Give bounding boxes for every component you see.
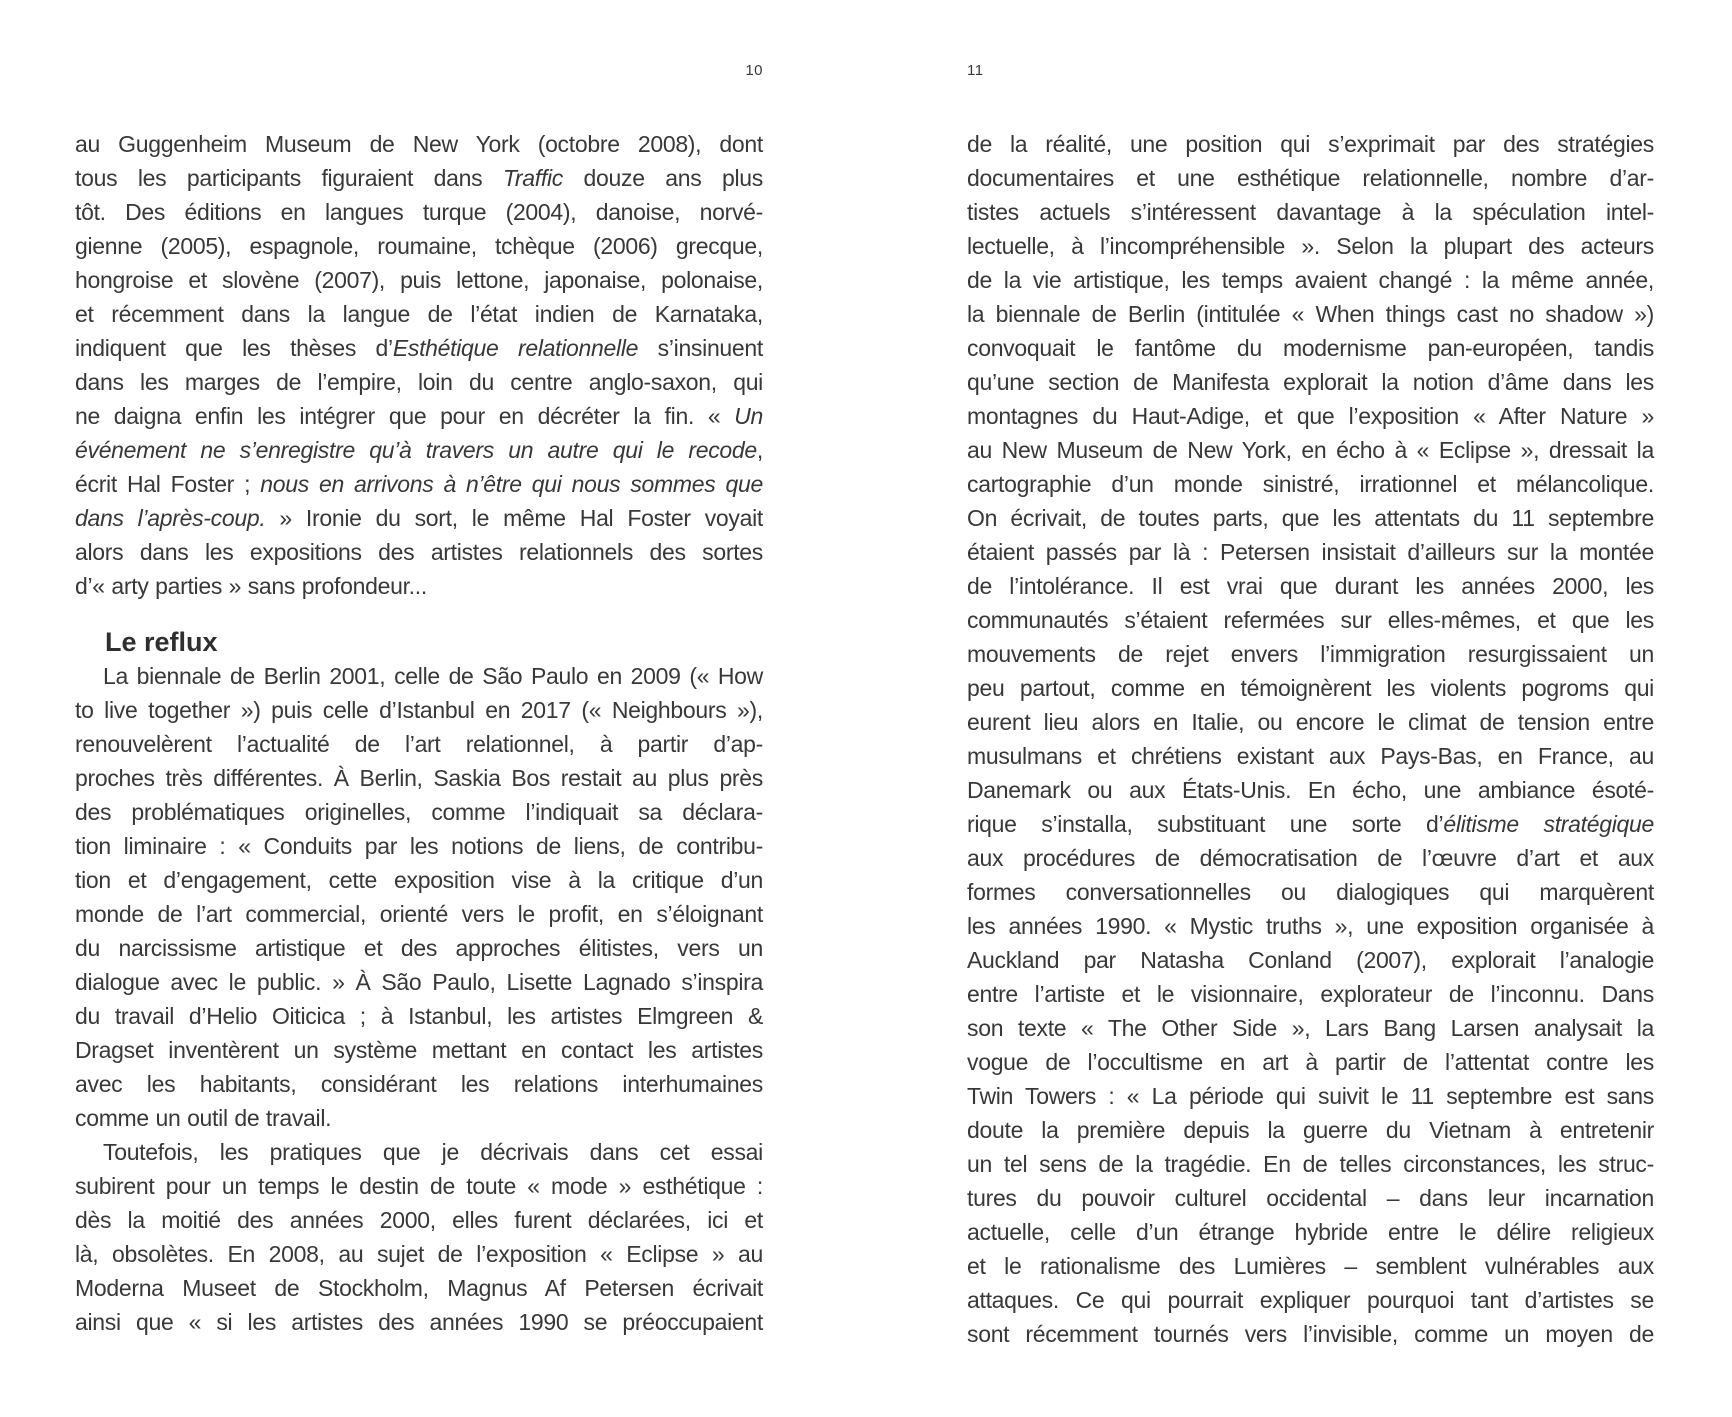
- text-run: lectuelle, à l’incompréhensible ». Selon la plupart des acteurs: [967, 233, 1654, 259]
- text-line: [75, 1305, 763, 1339]
- text-line: [967, 467, 1654, 501]
- text-line: [967, 365, 1654, 399]
- text-run: subirent pour un temps le destin de toute « mode » esthétique :: [75, 1173, 763, 1199]
- text-line: [967, 671, 1654, 705]
- text-run: Auckland par Natasha Conland (2007), explorait l’analogie: [967, 947, 1654, 973]
- text-line: [967, 705, 1654, 739]
- text-run: et le rationalisme des Lumières – semblent vulnérables aux: [967, 1253, 1654, 1279]
- text-line: [967, 807, 1654, 841]
- text-line: [75, 1101, 763, 1135]
- text-run: proches très différentes. À Berlin, Saskia Bos restait au plus près: [75, 765, 763, 791]
- text-run: au Guggenheim Museum de New York (octobre 2008), dont: [75, 131, 763, 157]
- text-run: s’insinuent: [638, 335, 763, 361]
- text-run: indiquent que les thèses d’: [75, 335, 393, 361]
- text-line: [75, 331, 763, 365]
- text-run: là, obsolètes. En 2008, au sujet de l’exposition « Eclipse » au: [75, 1241, 763, 1267]
- italic-text-run: dans l’après-coup.: [75, 505, 266, 531]
- text-run: On écrivait, de toutes parts, que les attentats du 11 septembre: [967, 505, 1654, 531]
- text-line: [967, 229, 1654, 263]
- text-run: ainsi que « si les artistes des années 1990 se préoccupaient: [75, 1309, 763, 1335]
- text-line: [75, 897, 763, 931]
- text-run: gienne (2005), espagnole, roumaine, tchèque (2006) grecque,: [75, 233, 763, 259]
- text-line: [75, 863, 763, 897]
- text-run: renouvelèrent l’actualité de l’art relationnel, à partir d’ap-: [75, 731, 763, 757]
- text-run: Twin Towers : « La période qui suivit le 11 septembre est sans: [967, 1083, 1654, 1109]
- paragraph: [75, 1135, 763, 1339]
- text-line: [75, 999, 763, 1033]
- text-line: [967, 161, 1654, 195]
- text-run: ,: [756, 437, 763, 463]
- text-line: [75, 1169, 763, 1203]
- italic-text-run: élitisme stratégique: [1443, 811, 1654, 837]
- text-run: documentaires et une esthétique relationnelle, nombre d’ar-: [967, 165, 1654, 191]
- text-run: de la vie artistique, les temps avaient changé : la même année,: [967, 267, 1654, 293]
- text-run: d’« arty parties » sans profondeur...: [75, 573, 427, 599]
- text-run: La biennale de Berlin 2001, celle de São Paulo en 2009 (« How: [103, 663, 763, 689]
- page-11-text-column: [967, 127, 1654, 1351]
- section-heading: Le reflux: [105, 627, 218, 657]
- text-line: [967, 433, 1654, 467]
- text-line: [967, 127, 1654, 161]
- text-run: tures du pouvoir culturel occidental – dans leur incarnation: [967, 1185, 1654, 1211]
- text-run: écrit Hal Foster ;: [75, 471, 261, 497]
- text-line: [75, 365, 763, 399]
- italic-text-run: Un: [734, 403, 763, 429]
- text-line: [967, 1317, 1654, 1351]
- page-10-text-column: [75, 127, 763, 1339]
- text-run: doute la première depuis la guerre du Vietnam à entretenir: [967, 1117, 1654, 1143]
- text-run: tistes actuels s’intéressent davantage à la spéculation intel-: [967, 199, 1654, 225]
- paragraph: [75, 127, 763, 603]
- text-run: avec les habitants, considérant les relations interhumaines: [75, 1071, 763, 1097]
- text-line: [75, 965, 763, 999]
- text-line: [967, 1113, 1654, 1147]
- text-run: montagnes du Haut-Adige, et que l’exposition « After Nature »: [967, 403, 1654, 429]
- text-run: de la réalité, une position qui s’exprimait par des stratégies: [967, 131, 1654, 157]
- text-run: tôt. Des éditions en langues turque (2004), danoise, norvé-: [75, 199, 763, 225]
- text-line: [75, 1033, 763, 1067]
- text-run: la biennale de Berlin (intitulée « When things cast no shadow »): [967, 301, 1654, 327]
- text-line: [75, 1135, 763, 1169]
- text-run: alors dans les expositions des artistes relationnels des sortes: [75, 539, 763, 565]
- text-line: [967, 841, 1654, 875]
- text-run: Toutefois, les pratiques que je décrivais dans cet essai: [103, 1139, 763, 1165]
- text-line: [967, 603, 1654, 637]
- text-run: eurent lieu alors en Italie, ou encore le climat de tension entre: [967, 709, 1654, 735]
- text-line: [75, 761, 763, 795]
- text-run: hongroise et slovène (2007), puis lettone, japonaise, polonaise,: [75, 267, 763, 293]
- text-line: [75, 127, 763, 161]
- page-10: [75, 0, 763, 1417]
- text-run: qu’une section de Manifesta explorait la notion d’âme dans les: [967, 369, 1654, 395]
- text-run: étaient passés par là : Petersen insistait d’ailleurs sur la montée: [967, 539, 1654, 565]
- text-line: [75, 1237, 763, 1271]
- text-line: [75, 931, 763, 965]
- text-run: mouvements de rejet envers l’immigration resurgissaient un: [967, 641, 1654, 667]
- text-line: [967, 1147, 1654, 1181]
- text-run: dans les marges de l’empire, loin du centre anglo-saxon, qui: [75, 369, 763, 395]
- text-line: [967, 977, 1654, 1011]
- text-line: [967, 569, 1654, 603]
- italic-text-run: Traffic: [502, 165, 563, 191]
- text-run: et récemment dans la langue de l’état indien de Karnataka,: [75, 301, 763, 327]
- text-line: [967, 399, 1654, 433]
- text-run: tion et d’engagement, cette exposition vise à la critique d’un: [75, 867, 763, 893]
- page-number: 11: [967, 62, 984, 79]
- text-run: les années 1990. « Mystic truths », une exposition organisée à: [967, 913, 1654, 939]
- text-line: [75, 569, 763, 603]
- text-line: [967, 773, 1654, 807]
- paragraph: [967, 127, 1654, 1351]
- text-line: [967, 1181, 1654, 1215]
- text-run: vogue de l’occultisme en art à partir de l’attentat contre les: [967, 1049, 1654, 1075]
- text-run: musulmans et chrétiens existant aux Pays-Bas, en France, au: [967, 743, 1654, 769]
- text-line: [75, 693, 763, 727]
- text-line: [967, 739, 1654, 773]
- text-line: [75, 399, 763, 433]
- text-run: du travail d’Helio Oiticica ; à Istanbul, les artistes Elmgreen &: [75, 1003, 763, 1029]
- text-line: [75, 727, 763, 761]
- text-line: [75, 263, 763, 297]
- text-line: [967, 1079, 1654, 1113]
- text-line: [75, 467, 763, 501]
- text-run: to live together ») puis celle d’Istanbul en 2017 (« Neighbours »),: [75, 697, 763, 723]
- text-line: [967, 909, 1654, 943]
- text-line: [967, 263, 1654, 297]
- text-line: [75, 229, 763, 263]
- text-run: tion liminaire : « Conduits par les notions de liens, de contribu-: [75, 833, 763, 859]
- text-run: dialogue avec le public. » À São Paulo, Lisette Lagnado s’inspira: [75, 969, 763, 995]
- text-line: [967, 1249, 1654, 1283]
- text-line: [967, 535, 1654, 569]
- text-line: [75, 501, 763, 535]
- text-run: comme un outil de travail.: [75, 1105, 332, 1131]
- text-line: [75, 433, 763, 467]
- text-line: [75, 1067, 763, 1101]
- text-run: du narcissisme artistique et des approches élitistes, vers un: [75, 935, 763, 961]
- text-run: un tel sens de la tragédie. En de telles circonstances, les struc-: [967, 1151, 1654, 1177]
- page-number: 10: [745, 62, 763, 79]
- italic-text-run: événement ne s’enregistre qu’à travers un autre qui le recode: [75, 437, 757, 463]
- text-line: [75, 535, 763, 569]
- text-run: tous les participants figuraient dans: [75, 165, 503, 191]
- text-run: aux procédures de démocratisation de l’œuvre d’art et aux: [967, 845, 1654, 871]
- text-run: cartographie d’un monde sinistré, irrationnel et mélancolique.: [967, 471, 1654, 497]
- text-line: [967, 1045, 1654, 1079]
- text-line: [967, 875, 1654, 909]
- text-run: Danemark ou aux États-Unis. En écho, une ambiance ésoté-: [967, 777, 1654, 803]
- text-run: convoquait le fantôme du modernisme pan-européen, tandis: [967, 335, 1654, 361]
- text-run: sont récemment tournés vers l’invisible, comme un moyen de: [967, 1321, 1654, 1347]
- text-run: au New Museum de New York, en écho à « Eclipse », dressait la: [967, 437, 1654, 463]
- text-line: [967, 1215, 1654, 1249]
- text-run: peu partout, comme en témoignèrent les violents pogroms qui: [967, 675, 1654, 701]
- text-line: [967, 195, 1654, 229]
- text-line: [75, 829, 763, 863]
- text-run: Dragset inventèrent un système mettant en contact les artistes: [75, 1037, 763, 1063]
- text-run: son texte « The Other Side », Lars Bang Larsen analysait la: [967, 1015, 1654, 1041]
- text-line: [75, 1203, 763, 1237]
- text-run: monde de l’art commercial, orienté vers le profit, en s’éloignant: [75, 901, 763, 927]
- text-run: actuelle, celle d’un étrange hybride entre le délire religieux: [967, 1219, 1654, 1245]
- text-line: [967, 1283, 1654, 1317]
- text-line: [75, 795, 763, 829]
- text-line: [75, 1271, 763, 1305]
- text-run: des problématiques originelles, comme l’indiquait sa déclara-: [75, 799, 763, 825]
- text-line: [75, 161, 763, 195]
- text-run: Moderna Museet de Stockholm, Magnus Af Petersen écrivait: [75, 1275, 763, 1301]
- page-11: [967, 0, 1654, 1417]
- text-run: ne daigna enfin les intégrer que pour en décréter la fin. «: [75, 403, 735, 429]
- text-run: attaques. Ce qui pourrait expliquer pourquoi tant d’artistes se: [967, 1287, 1654, 1313]
- italic-text-run: Esthétique relationnelle: [392, 335, 639, 361]
- text-line: [75, 195, 763, 229]
- text-line: [967, 501, 1654, 535]
- text-run: » Ironie du sort, le même Hal Foster voyait: [265, 505, 763, 531]
- text-run: entre l’artiste et le visionnaire, explorateur de l’inconnu. Dans: [967, 981, 1654, 1007]
- text-line: [75, 297, 763, 331]
- text-line: [967, 637, 1654, 671]
- text-run: de l’intolérance. Il est vrai que durant les années 2000, les: [967, 573, 1654, 599]
- italic-text-run: nous en arrivons à n’être qui nous sommes que: [260, 471, 763, 497]
- text-line: [967, 943, 1654, 977]
- text-line: [967, 1011, 1654, 1045]
- text-line: [967, 297, 1654, 331]
- paragraph: [75, 659, 763, 1135]
- text-run: dès la moitié des années 2000, elles furent déclarées, ici et: [75, 1207, 763, 1233]
- text-run: douze ans plus: [562, 165, 763, 191]
- text-run: rique s’installa, substituant une sorte d’: [967, 811, 1444, 837]
- text-line: [967, 331, 1654, 365]
- text-run: communautés s’étaient refermées sur elles-mêmes, et que les: [967, 607, 1654, 633]
- text-line: [75, 659, 763, 693]
- text-run: formes conversationnelles ou dialogiques qui marquèrent: [967, 879, 1654, 905]
